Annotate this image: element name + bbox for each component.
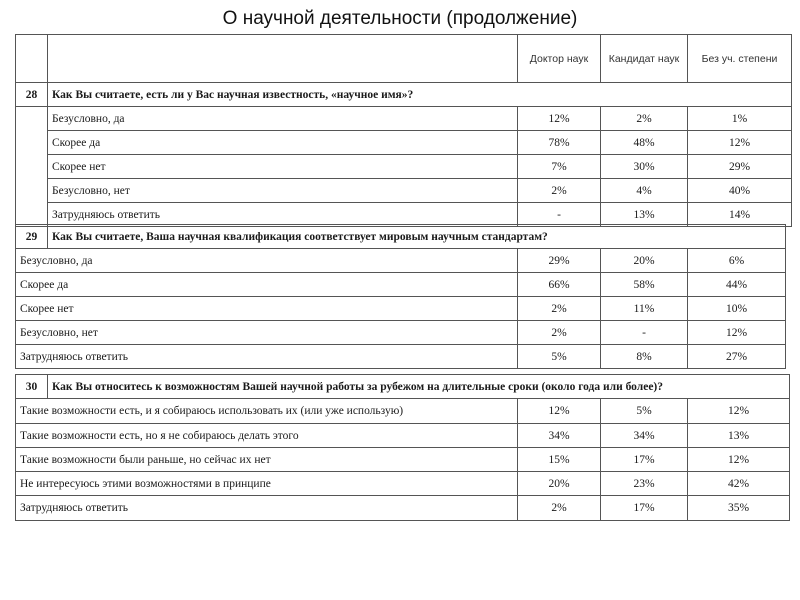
value-no-degree: 12% xyxy=(688,399,790,424)
answer-label: Скорее да xyxy=(48,131,518,155)
value-doctor: 2% xyxy=(518,179,601,203)
value-no-degree: 35% xyxy=(688,496,790,521)
value-doctor: 5% xyxy=(518,345,601,369)
value-doctor: 2% xyxy=(518,496,601,521)
value-candidate: 13% xyxy=(601,203,688,227)
value-no-degree: 14% xyxy=(688,203,792,227)
value-candidate: 58% xyxy=(601,273,688,297)
value-candidate: 48% xyxy=(601,131,688,155)
survey-table-q30 xyxy=(15,374,790,521)
table-row xyxy=(16,472,790,496)
value-doctor: 15% xyxy=(518,448,601,472)
answer-label: Затрудняюсь ответить xyxy=(16,345,518,369)
value-candidate: 8% xyxy=(601,345,688,369)
value-no-degree: 6% xyxy=(688,249,786,273)
question-text: Как Вы считаете, есть ли у Вас научная известность, «научное имя»? xyxy=(48,83,792,107)
value-candidate: 5% xyxy=(601,399,688,424)
table-row xyxy=(16,448,790,472)
page-title: О научной деятельности (продолжение) xyxy=(222,8,578,29)
answer-label: Скорее да xyxy=(16,273,518,297)
answer-label: Затрудняюсь ответить xyxy=(48,203,518,227)
answer-label: Безусловно, нет xyxy=(16,321,518,345)
table-row xyxy=(16,107,792,131)
value-no-degree: 27% xyxy=(688,345,786,369)
value-candidate: 17% xyxy=(601,496,688,521)
value-doctor: 34% xyxy=(518,424,601,448)
value-no-degree: 10% xyxy=(688,297,786,321)
value-doctor: - xyxy=(518,203,601,227)
value-candidate: 2% xyxy=(601,107,688,131)
table-header-row xyxy=(16,35,792,83)
value-doctor: 20% xyxy=(518,472,601,496)
value-doctor: 2% xyxy=(518,297,601,321)
value-no-degree: 40% xyxy=(688,179,792,203)
question-row xyxy=(16,83,792,107)
question-number: 29 xyxy=(16,225,48,249)
table-row xyxy=(16,155,792,179)
value-doctor: 29% xyxy=(518,249,601,273)
value-no-degree: 29% xyxy=(688,155,792,179)
value-no-degree: 1% xyxy=(688,107,792,131)
table-row xyxy=(16,273,786,297)
value-candidate: 4% xyxy=(601,179,688,203)
header-empty-label xyxy=(48,35,518,83)
answer-label: Такие возможности есть, и я собираюсь использовать их (или уже использую) xyxy=(16,399,518,424)
answer-label: Такие возможности были раньше, но сейчас их нет xyxy=(16,448,518,472)
table-row xyxy=(16,345,786,369)
table-row xyxy=(16,399,790,424)
table-row xyxy=(16,297,786,321)
value-doctor: 12% xyxy=(518,399,601,424)
value-candidate: 34% xyxy=(601,424,688,448)
value-no-degree: 12% xyxy=(688,321,786,345)
value-no-degree: 13% xyxy=(688,424,790,448)
question-text: Как Вы относитесь к возможностям Вашей научной работы за рубежом на длительные сроки (около года или более)? xyxy=(48,375,790,399)
value-candidate: - xyxy=(601,321,688,345)
value-no-degree: 12% xyxy=(688,448,790,472)
answer-label: Затрудняюсь ответить xyxy=(16,496,518,521)
value-no-degree: 44% xyxy=(688,273,786,297)
header-candidate: Кандидат наук xyxy=(601,35,688,83)
table-row xyxy=(16,179,792,203)
table-row xyxy=(16,321,786,345)
number-spacer xyxy=(16,107,48,227)
value-candidate: 11% xyxy=(601,297,688,321)
answer-label: Безусловно, нет xyxy=(48,179,518,203)
value-no-degree: 42% xyxy=(688,472,790,496)
answer-label: Не интересуюсь этими возможностями в принципе xyxy=(16,472,518,496)
answer-label: Безусловно, да xyxy=(48,107,518,131)
table-row xyxy=(16,496,790,521)
table-row xyxy=(16,424,790,448)
value-doctor: 78% xyxy=(518,131,601,155)
value-doctor: 12% xyxy=(518,107,601,131)
question-number: 30 xyxy=(16,375,48,399)
header-no-degree: Без уч. степени xyxy=(688,35,792,83)
header-empty-number xyxy=(16,35,48,83)
value-candidate: 17% xyxy=(601,448,688,472)
value-doctor: 66% xyxy=(518,273,601,297)
table-row xyxy=(16,131,792,155)
value-candidate: 30% xyxy=(601,155,688,179)
answer-label: Скорее нет xyxy=(16,297,518,321)
header-doctor: Доктор наук xyxy=(518,35,601,83)
survey-table-q29 xyxy=(15,224,786,369)
value-candidate: 20% xyxy=(601,249,688,273)
answer-label: Такие возможности есть, но я не собираюсь делать этого xyxy=(16,424,518,448)
question-number: 28 xyxy=(16,83,48,107)
question-row xyxy=(16,225,786,249)
table-row xyxy=(16,249,786,273)
table-row xyxy=(16,203,792,227)
survey-table-q28 xyxy=(15,34,792,227)
value-no-degree: 12% xyxy=(688,131,792,155)
answer-label: Безусловно, да xyxy=(16,249,518,273)
value-doctor: 2% xyxy=(518,321,601,345)
question-row xyxy=(16,375,790,399)
value-candidate: 23% xyxy=(601,472,688,496)
question-text: Как Вы считаете, Ваша научная квалификация соответствует мировым научным стандартам? xyxy=(48,225,786,249)
value-doctor: 7% xyxy=(518,155,601,179)
answer-label: Скорее нет xyxy=(48,155,518,179)
